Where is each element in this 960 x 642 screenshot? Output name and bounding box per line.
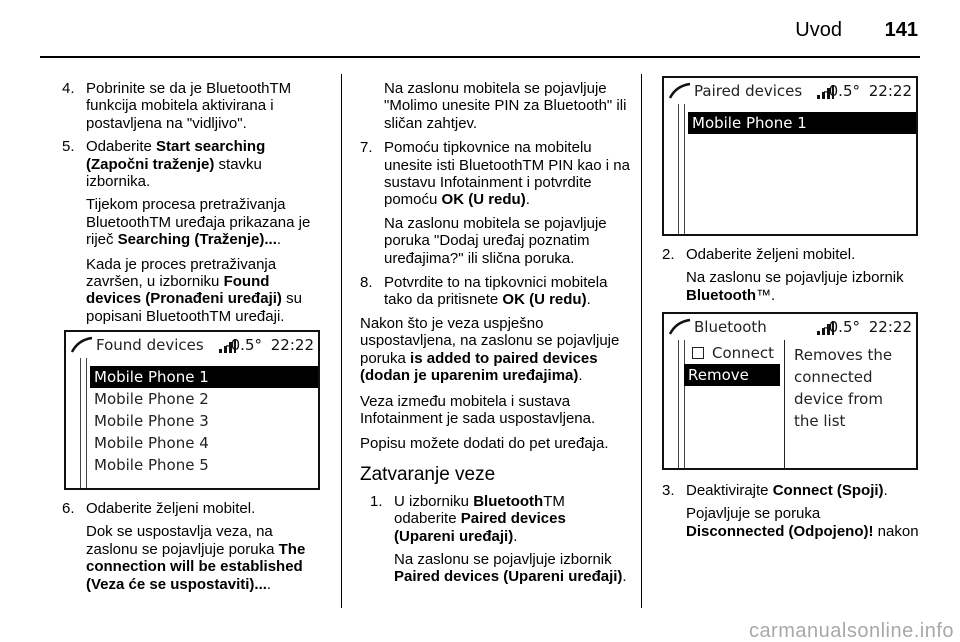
paired-note: Nakon što je veza uspješno uspostavljena, na zaslonu se pojavljuje poruka is added to paired devices (dodan je uparenim uređajima). [360, 314, 620, 385]
list-item[interactable]: Mobile Phone 5 [94, 456, 209, 474]
screen-title: Found devices [96, 336, 204, 354]
add-device-note: Na zaslonu mobitela se pojavljuje poruka "Dodaj uređaj poznatim uređajima?" ili slična poruka. [384, 214, 607, 267]
screen-temperature: -0.5° [823, 318, 860, 336]
screen-title: Paired devices [694, 82, 803, 100]
close-step-1: 1. U izborniku BluetoothTM odaberite Paired devices (Upareni uređaji). [370, 492, 566, 545]
step-3: 3. Deaktivirajte Connect (Spoji). [662, 482, 888, 499]
header-rule [40, 56, 920, 58]
section-title: Uvod [795, 19, 842, 41]
step-4: 4. Pobrinite se da je BluetoothTM funkcija mobitela aktivirana i postavljena na "vidljivo". [62, 80, 292, 132]
found-devices-screen [64, 330, 320, 490]
screen-temperature: -0.5° [225, 336, 262, 354]
section-heading: Zatvaranje veze [360, 463, 496, 485]
phone-handset-icon [70, 336, 94, 354]
screen-clock: 22:22 [868, 318, 912, 336]
list-item[interactable]: Mobile Phone 1 [90, 366, 318, 388]
column-1 [62, 80, 322, 332]
paired-devices-screen [662, 76, 918, 236]
screen-status-bar [664, 314, 916, 340]
remove-option[interactable]: Remove [684, 364, 780, 386]
list-item[interactable]: Mobile Phone 3 [94, 412, 209, 430]
screen-scroll-edge [80, 358, 87, 488]
column-2 [360, 80, 630, 593]
column-3-lower [662, 482, 920, 547]
searching-note: Tijekom procesa pretraživanja BluetoothTM uređaja prikazana je riječ Searching (Traženje).... [86, 196, 311, 249]
column-3 [662, 246, 920, 311]
device-list [688, 112, 916, 134]
step-5: 5. Odaberite Start searching (Započni traženje) stavku izbornika. [62, 138, 266, 191]
five-devices-note: Popisu možete dodati do pet uređaja. [360, 435, 609, 453]
page-header [0, 0, 960, 64]
column-divider [641, 74, 642, 608]
screen-status-bar [664, 78, 916, 104]
watermark: carmanualsonline.info [748, 619, 954, 642]
help-text: Removes the connected device from the list [794, 346, 893, 430]
page-number: 141 [884, 19, 918, 41]
step-7: 7. Pomoću tipkovnice na mobitelu unesite isti BluetoothTM PIN kao i na sustavu Infotainment i potvrdite pomoću OK (U redu). [360, 139, 630, 209]
bluetooth-menu-note: Na zaslonu se pojavljuje izbornik Bluetooth™. [686, 269, 904, 304]
step-2: 2. Odaberite željeni mobitel. [662, 246, 856, 263]
list-item[interactable]: Mobile Phone 1 [688, 112, 916, 134]
column-divider [341, 74, 342, 608]
connection-established-note: Veza između mobitela i sustava Infotainment je sada uspostavljena. [360, 392, 596, 427]
paired-menu-note: Na zaslonu se pojavljuje izbornik Paired devices (Upareni uređaji). [394, 550, 627, 586]
bluetooth-screen [662, 312, 918, 470]
device-list [90, 366, 318, 476]
screen-clock: 22:22 [868, 82, 912, 100]
disconnected-note: Pojavljuje se poruka Disconnected (Odpojeno)! nakon [686, 505, 919, 540]
menu-separator [784, 340, 785, 468]
screen-clock: 22:22 [270, 336, 314, 354]
checkbox-icon [692, 347, 704, 359]
screen-status-bar [66, 332, 318, 358]
list-item[interactable]: Mobile Phone 4 [94, 434, 209, 452]
phone-handset-icon [668, 82, 692, 100]
step-6: 6. Odaberite željeni mobitel. [62, 500, 256, 517]
column-1-lower [62, 500, 322, 600]
phone-handset-icon [668, 318, 692, 336]
list-item[interactable]: Mobile Phone 2 [94, 390, 209, 408]
screen-title: Bluetooth [694, 318, 767, 336]
found-note: Kada je proces pretraživanja završen, u izborniku Found devices (Pronađeni uređaji) su popisani BluetoothTM uređaji. [86, 255, 302, 325]
pin-note: Na zaslonu mobitela se pojavljuje "Molimo unesite PIN za Bluetooth" ili sličan zahtjev. [384, 80, 627, 132]
step-8: 8. Potvrdite to na tipkovnici mobitela tako da pritisnete OK (U redu). [360, 274, 608, 309]
connect-option[interactable]: Connect [684, 342, 780, 364]
connection-note: Dok se uspostavlja veza, na zaslonu se pojavljuje poruka The connection will be established (Veza će se uspostaviti).... [86, 523, 306, 593]
screen-scroll-edge [678, 104, 685, 234]
bluetooth-menu [684, 342, 780, 386]
screen-temperature: -0.5° [823, 82, 860, 100]
